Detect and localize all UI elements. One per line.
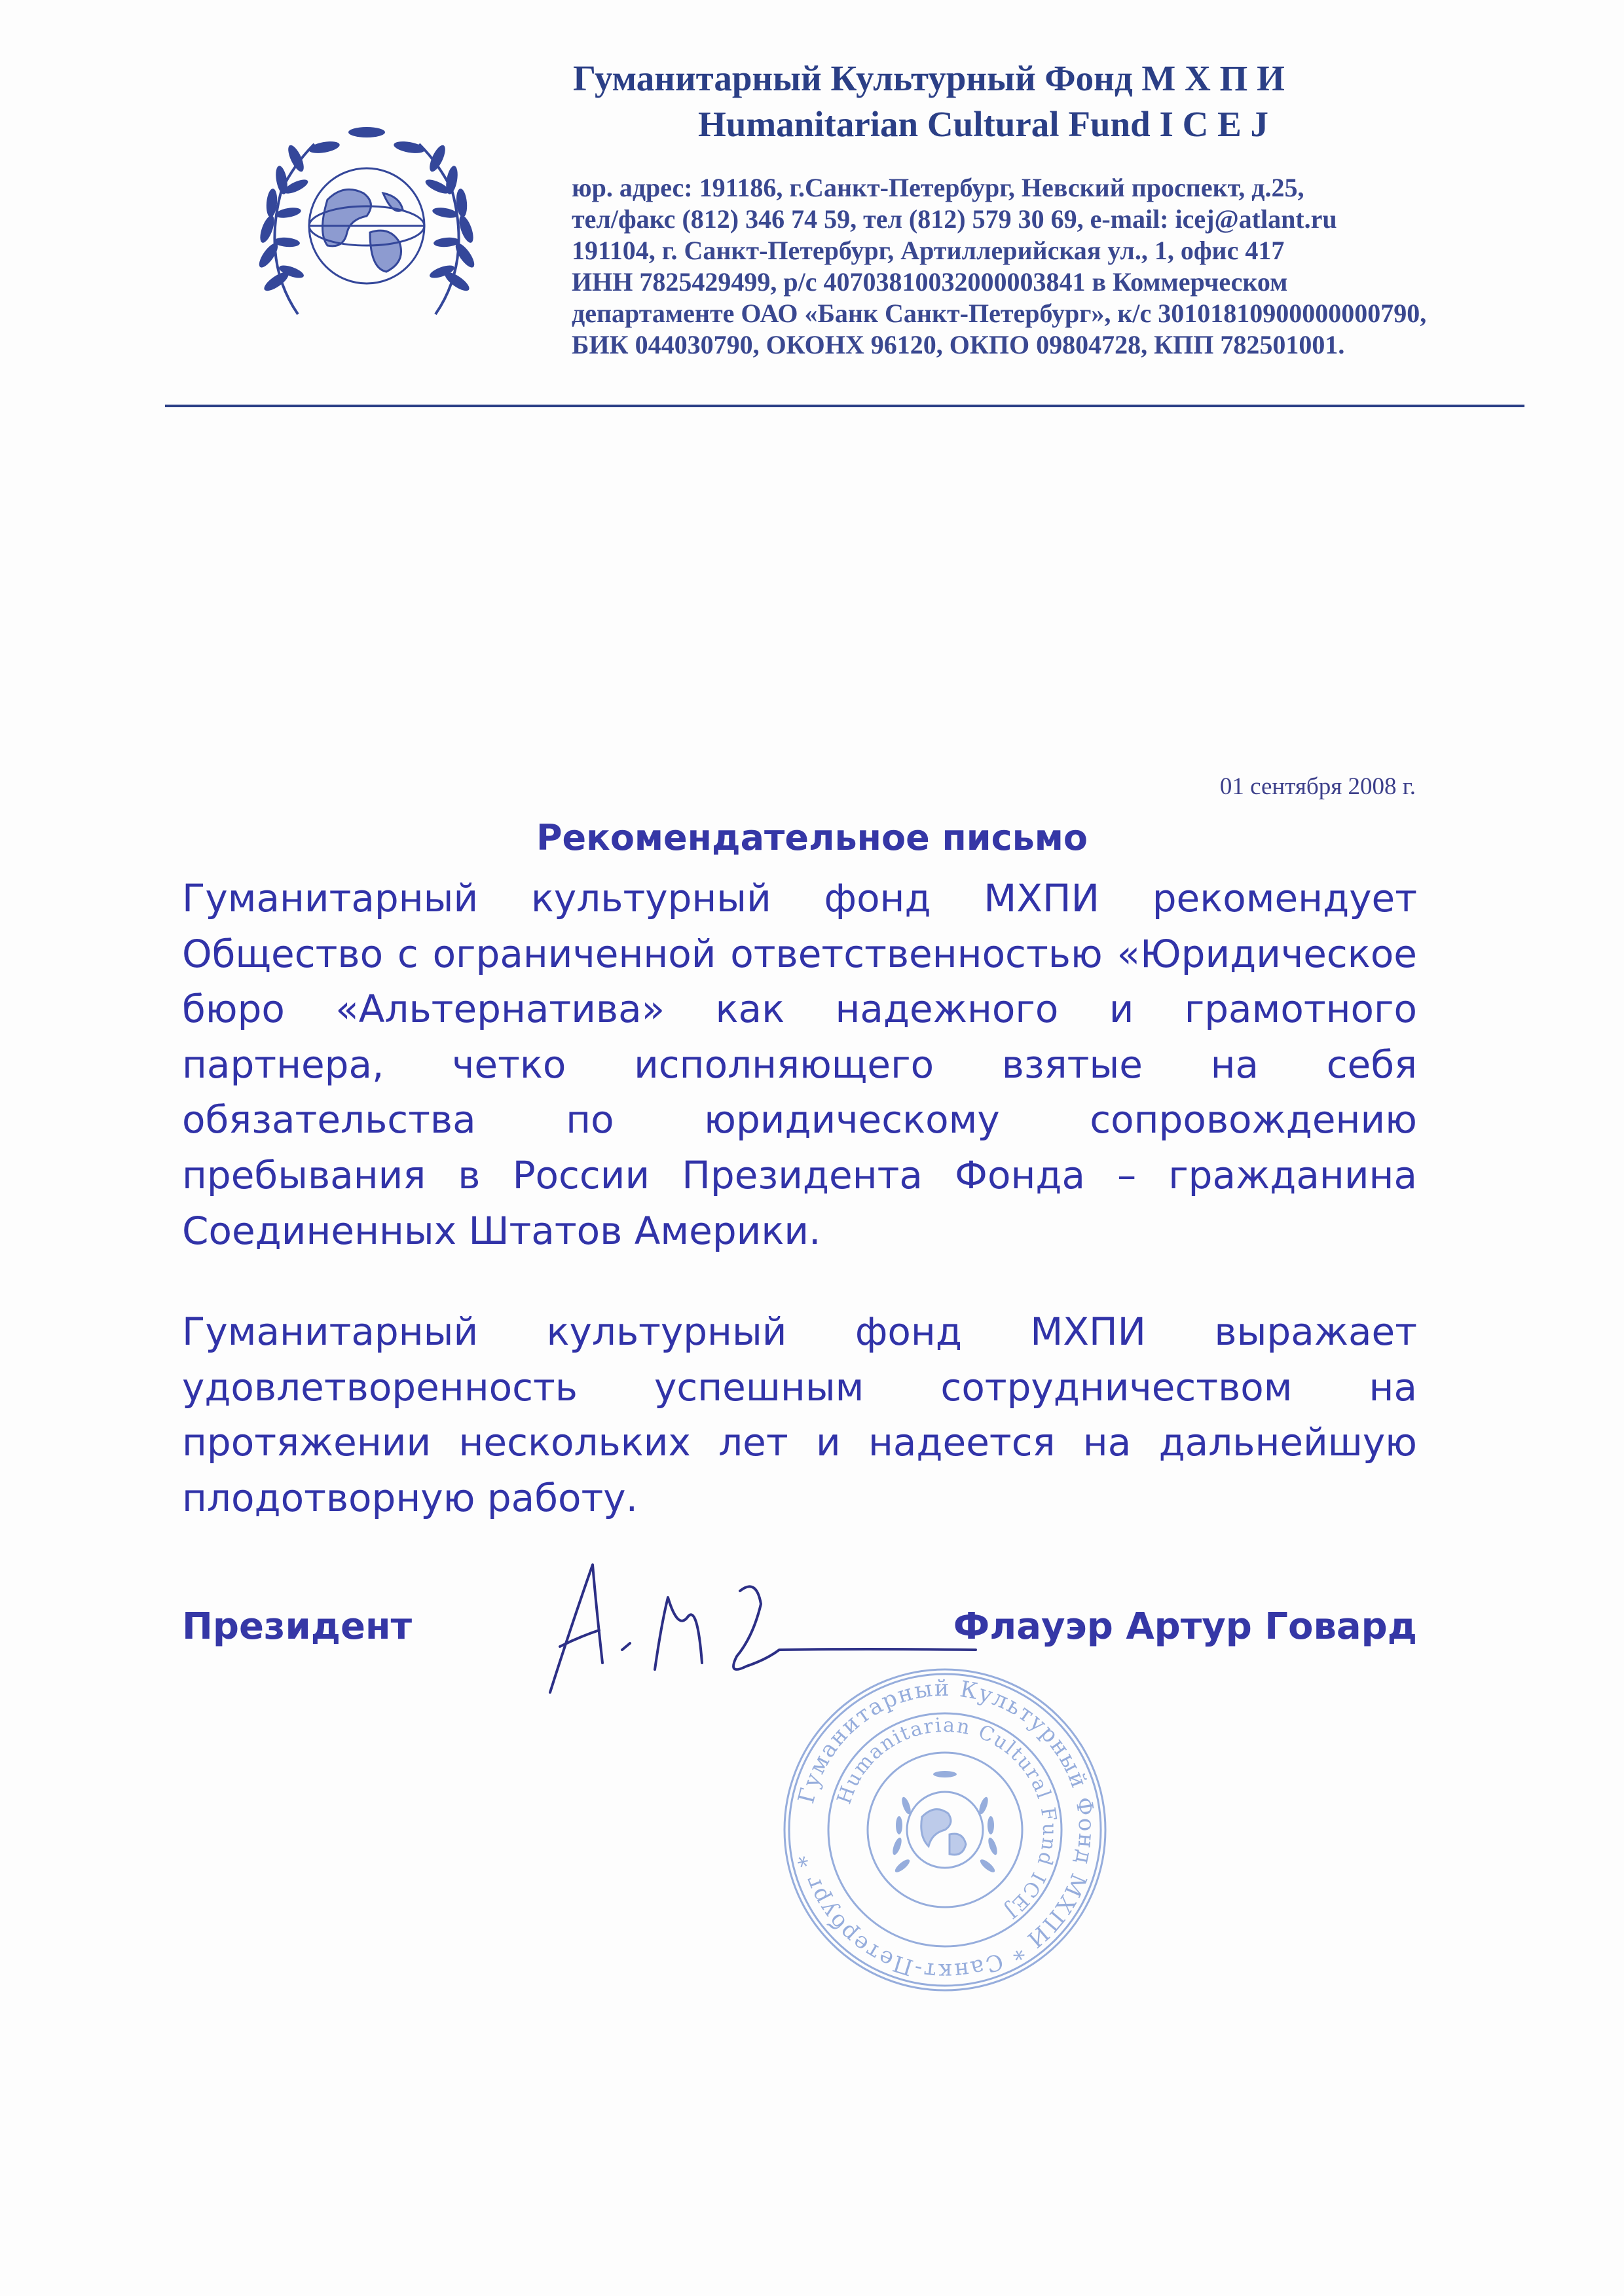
globe-laurel-logo-icon (236, 118, 498, 334)
stamp-outer-text: Гуманитарный Культурный Фонд МХПИ * Санкт-Петербург * (792, 1675, 1100, 1985)
signer-position: Президент (182, 1605, 413, 1648)
letter-paragraph-2: Гуманитарный культурный фонд МХПИ выражает удовлетворенность успешным сотрудничеством на протяжении нескольких лет и надеется на дальнейшую плодотворную работу. (182, 1309, 1417, 1520)
letter-date: 01 сентября 2008 г. (1219, 773, 1416, 800)
letterhead-divider (165, 405, 1524, 407)
official-round-stamp (778, 1663, 1112, 1997)
signer-name: Флауэр Артур Говард (953, 1605, 1417, 1648)
letterhead-bank-name: департаменте ОАО «Банк Санкт-Петербург», к/с 30101810900000000790, (572, 299, 1427, 328)
letterhead-phone-email: тел/факс (812) 346 74 59, тел (812) 579 30 69, e-mail: icej@atlant.ru (572, 204, 1337, 234)
letterhead-legal-address: юр. адрес: 191186, г.Санкт-Петербург, Невский проспект, д.25, (572, 173, 1304, 202)
org-name-ru: Гуманитарный Культурный Фонд М Х П И (573, 58, 1285, 98)
letterhead-office-address: 191104, г. Санкт-Петербург, Артиллерийская ул., 1, офис 417 (572, 236, 1285, 265)
letterhead-bank-codes: БИК 044030790, ОКОНХ 96120, ОКПО 09804728, КПП 782501001. (572, 330, 1345, 359)
org-name-en: Humanitarian Cultural Fund I C E J (698, 104, 1269, 144)
letter-title: Рекомендательное письмо (536, 817, 1088, 858)
letter-paragraph-1: Гуманитарный культурный фонд МХПИ рекомендует Общество с ограниченной ответственностью «Юридическое бюро «Альтернатива» как надежного и грамотного партнера, четко исполняющего взятые на себя обязательства по юридическому сопровождению пребывания в России Президента Фонда – гражданина Соединенных Штатов Америки. (182, 876, 1417, 1253)
stamp-inner-text: Humanitarian Cultural Fund ICEJ (832, 1713, 1061, 1923)
letterhead-bank-account: ИНН 7825429499, р/с 40703810032000003841 в Коммерческом (572, 267, 1288, 297)
